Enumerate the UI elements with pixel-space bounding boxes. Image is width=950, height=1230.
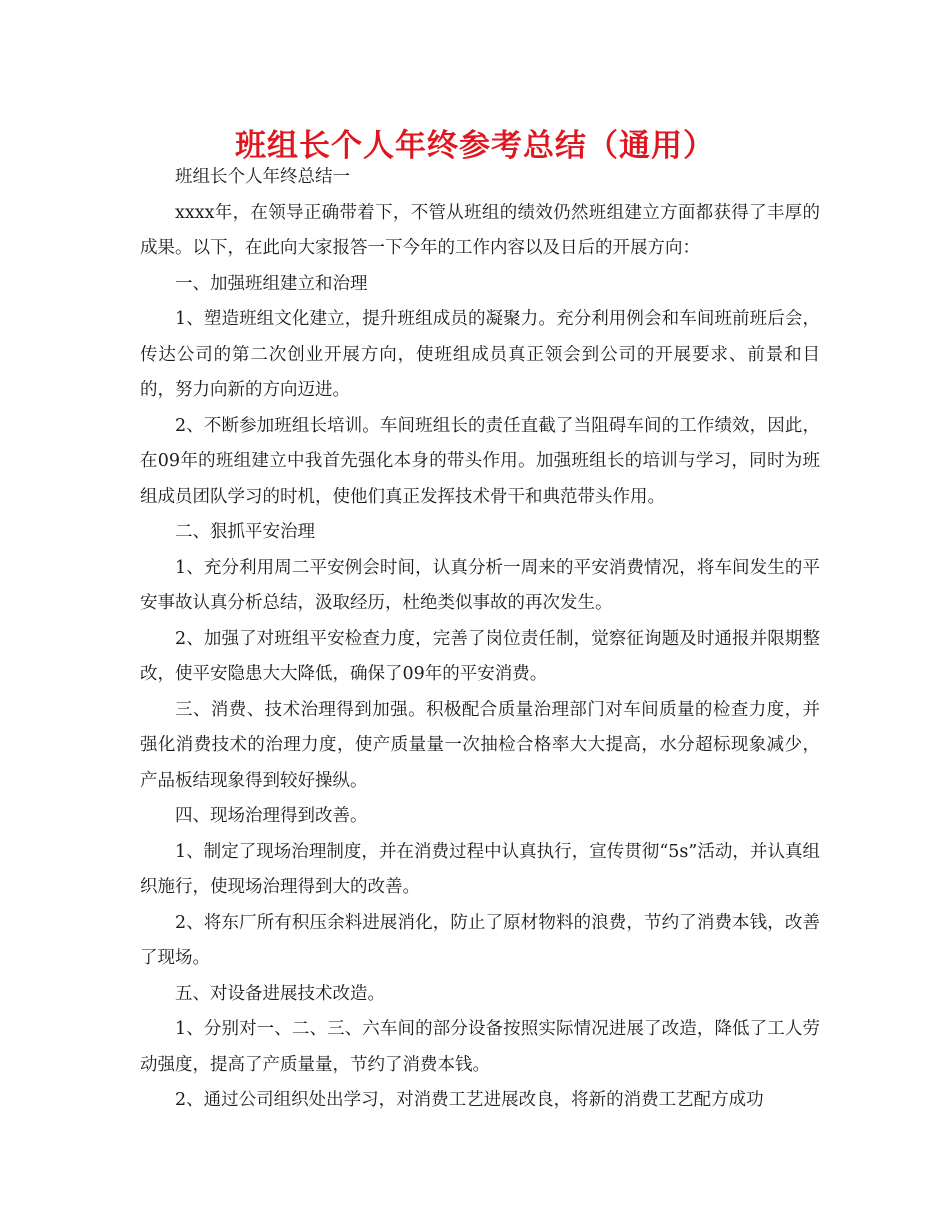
section-heading: 四、现场治理得到改善。 — [175, 806, 368, 826]
section-heading: 二、狠抓平安治理 — [175, 522, 315, 542]
paragraph: 2、不断参加班组长培训。车间班组长的责任直截了当阻碍车间的工作绩效，因此，在09年的班组建立中我首先强化本身的带头作用。加强班组长的培训与学习，同时为班组成员团队学习的时机，使他们真正发挥技术骨干和典范带头作用。 — [140, 415, 820, 507]
section-heading: 一、加强班组建立和治理 — [175, 273, 368, 294]
paragraph: 1、制定了现场治理制度，并在消费过程中认真执行，宣传贯彻“5s”活动，并认真组织施行，使现场治理得到大的改善。 — [140, 841, 820, 897]
paragraph: 2、将东厂所有积压余料进展消化，防止了原材物料的浪费，节约了消费本钱，改善了现场。 — [140, 912, 820, 968]
document-title: 班组长个人年终参考总结（通用） — [235, 128, 715, 164]
document-body — [140, 160, 820, 1119]
paragraph: 班组长个人年终总结一 — [175, 167, 350, 187]
paragraph: 1、分别对一、二、三、六车间的部分设备按照实际情况进展了改造，降低了工人劳动强度，提高了产质量量，节约了消费本钱。 — [140, 1019, 820, 1075]
paragraph: 1、塑造班组文化建立，提升班组成员的凝聚力。充分利用例会和车间班前班后会，传达公司的第二次创业开展方向，使班组成员真正领会到公司的开展要求、前景和目的，努力向新的方向迈进。 — [140, 309, 820, 400]
paragraph: 2、通过公司组织处出学习，对消费工艺进展改良，将新的消费工艺配方成功 — [175, 1090, 764, 1110]
paragraph: 2、加强了对班组平安检查力度，完善了岗位责任制，觉察征询题及时通报并限期整改，使平安隐患大大降低，确保了09年的平安消费。 — [140, 628, 820, 684]
section-heading: 五、对设备进展技术改造。 — [175, 983, 385, 1004]
paragraph: 1、充分利用周二平安例会时间，认真分析一周来的平安消费情况，将车间发生的平安事故认真分析总结，汲取经历，杜绝类似事故的再次发生。 — [140, 557, 820, 613]
paragraph: xxxx年，在领导正确带着下，不管从班组的绩效仍然班组建立方面都获得了丰厚的成果。以下，在此向大家报答一下今年的工作内容以及日后的开展方向： — [140, 202, 820, 258]
section-heading: 三、消费、技术治理得到加强。积极配合质量治理部门对车间质量的检查力度，并强化消费技术的治理力度，使产质量量一次抽检合格率大大提高，水分超标现象减少，产品板结现象得到较好操纵。 — [140, 699, 820, 791]
